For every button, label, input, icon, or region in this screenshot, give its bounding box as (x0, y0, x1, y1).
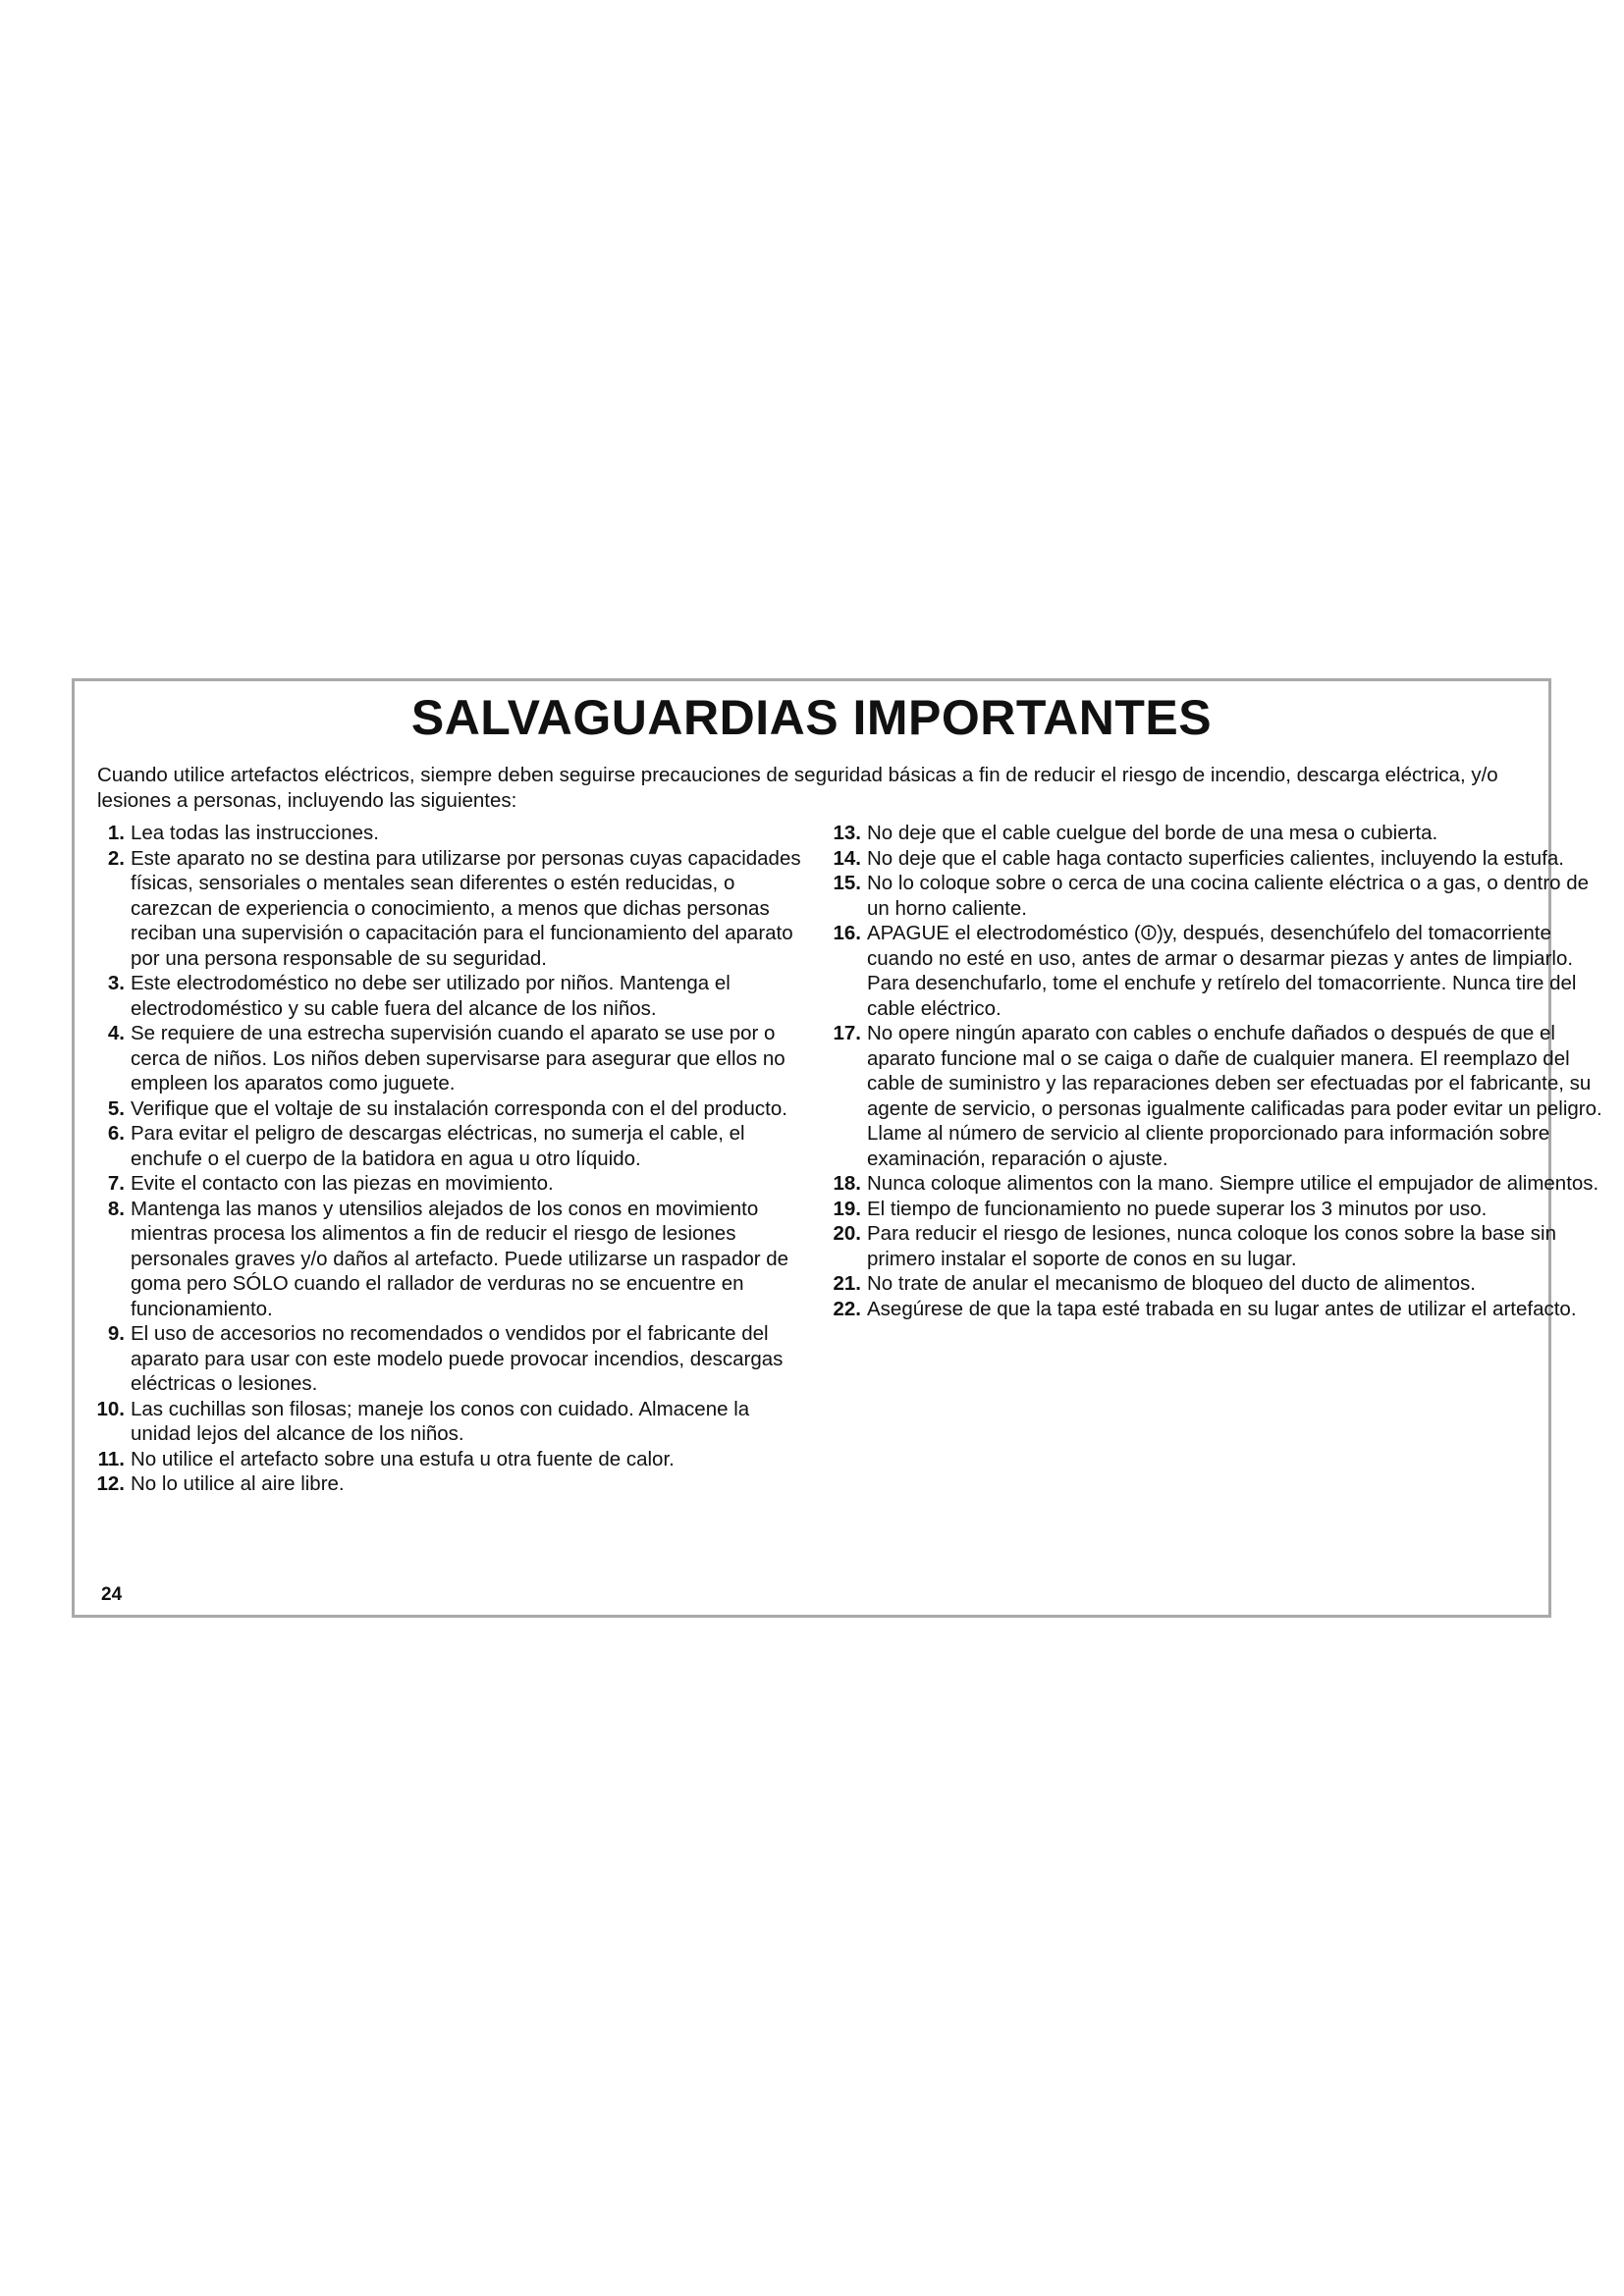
item-text: No deje que el cable cuelgue del borde de una mesa o cubierta. (867, 822, 1438, 844)
item-text: Asegúrese de que la tapa esté trabada en su lugar antes de utilizar el artefacto. (867, 1297, 1577, 1320)
list-item (91, 1121, 808, 1171)
intro-paragraph: Cuando utilice artefactos eléctricos, siempre deben seguirse precauciones de seguridad básicas a fin de reducir el riesgo de incendio, descarga eléctrica, y/o lesiones a personas, incluyendo las siguientes: (97, 764, 1498, 812)
list-item (91, 1021, 808, 1096)
item-number: 2. (107, 846, 125, 870)
item-number: 14. (833, 846, 861, 870)
list-item (828, 1221, 1613, 1271)
list-item (91, 1171, 808, 1197)
list-item (828, 1271, 1613, 1297)
list-item (91, 1447, 808, 1472)
list-item (91, 971, 808, 1021)
item-number: 19. (833, 1197, 861, 1220)
item-text: El uso de accesorios no recomendados o vendidos por el fabricante del aparato para usar con este modelo puede provocar incendios, descargas eléctricas o lesiones. (131, 1322, 784, 1395)
list-item (91, 846, 808, 972)
list-item (91, 1397, 808, 1447)
list-item (91, 1096, 808, 1122)
item-number: 1. (107, 822, 125, 844)
item-text: No utilice el artefacto sobre una estufa u otra fuente de calor. (131, 1447, 675, 1470)
item-text: Para reducir el riesgo de lesiones, nunca coloque los conos sobre la base sin primero instalar el soporte de conos en su lugar. (867, 1222, 1556, 1270)
item-number: 8. (107, 1197, 125, 1220)
item-text: Este aparato no se destina para utilizarse por personas cuyas capacidades físicas, sensoriales o mentales sean diferentes o estén reducidas, o carezcan de experiencia o conocimiento, a menos que dichas personas reciban una supervisión o capacitación para el funcionamiento del aparato por una persona responsable de su seguridad. (131, 846, 801, 970)
item-text: No lo utilice al aire libre. (131, 1472, 345, 1495)
item-text: No lo coloque sobre o cerca de una cocina caliente eléctrica o a gas, o dentro de un horno caliente. (867, 872, 1590, 920)
item-number: 3. (107, 972, 125, 994)
item-number: 21. (833, 1272, 861, 1295)
item-text: Lea todas las instrucciones. (131, 822, 379, 844)
item-text: APAGUE el electrodoméstico (⏼)y, después, desenchúfelo del tomacorriente cuando no esté en uso, antes de armar o desarmar piezas y antes de limpiarlo. Para desenchufarlo, tome el enchufe y retírelo del tomacorriente. Nunca tire del cable eléctrico. (867, 922, 1577, 1020)
item-text: No trate de anular el mecanismo de bloqueo del ducto de alimentos. (867, 1272, 1476, 1295)
list-item (828, 921, 1613, 1021)
list-item (91, 821, 808, 846)
list-item (828, 1021, 1613, 1171)
item-text: Evite el contacto con las piezas en movimiento. (131, 1172, 554, 1195)
item-number: 22. (833, 1297, 861, 1320)
item-number: 20. (833, 1222, 861, 1245)
item-number: 5. (107, 1096, 125, 1120)
safeguards-box (72, 678, 1602, 1618)
item-number: 16. (833, 922, 861, 944)
item-text: Mantenga las manos y utensilios alejados de los conos en movimiento mientras procesa los alimentos a fin de reducir el riesgo de lesiones personales graves y/o daños al artefacto. Puede utilizarse un raspador de goma pero SÓLO cuando el rallador de verduras no se encuentre en funcionamiento. (131, 1197, 789, 1320)
item-number: 13. (833, 822, 861, 844)
list-item (91, 1471, 808, 1497)
list-item (828, 821, 1613, 846)
list-item (91, 1321, 808, 1397)
item-text: Nunca coloque alimentos con la mano. Siempre utilice el empujador de alimentos. (867, 1172, 1599, 1195)
item-text: No deje que el cable haga contacto superficies calientes, incluyendo la estufa. (867, 846, 1564, 870)
safeguards-list-right (828, 821, 1613, 1321)
item-number: 11. (97, 1447, 125, 1470)
page-number: 24 (101, 1584, 123, 1605)
list-item (828, 846, 1613, 872)
list-item (91, 1197, 808, 1322)
item-number: 7. (107, 1172, 125, 1195)
list-item (828, 1197, 1613, 1222)
item-number: 18. (833, 1172, 861, 1195)
item-text: Las cuchillas son filosas; maneje los conos con cuidado. Almacene la unidad lejos del alcance de los niños. (131, 1397, 750, 1445)
item-text: Verifique que el voltaje de su instalación corresponda con el del producto. (131, 1096, 787, 1120)
page-title: SALVAGUARDIAS IMPORTANTES (410, 690, 1213, 745)
item-number: 15. (833, 872, 861, 894)
item-number: 9. (107, 1322, 125, 1345)
list-item (828, 871, 1613, 921)
item-text: Se requiere de una estrecha supervisión cuando el aparato se use por o cerca de niños. Los niños deben supervisarse para asegurar que ellos no empleen los aparatos como juguete. (131, 1022, 785, 1095)
safeguards-list-left (91, 821, 808, 1497)
item-number: 17. (833, 1022, 861, 1044)
item-number: 4. (107, 1022, 125, 1044)
item-text: El tiempo de funcionamiento no puede superar los 3 minutos por uso. (867, 1197, 1488, 1220)
item-number: 12. (96, 1472, 125, 1495)
item-text: No opere ningún aparato con cables o enchufe dañados o después de que el aparato funcione mal o se caiga o dañe de cualquier manera. El reemplazo del cable de suministro y las reparaciones deben ser efectuadas por el fabricante, su agente de servicio, o personas igualmente calificadas para poder evitar un peligro. Llame al número de servicio al cliente proporcionado para información sobre examinación, reparación o ajuste. (867, 1022, 1602, 1170)
item-text: Para evitar el peligro de descargas eléctricas, no sumerja el cable, el enchufe o el cuerpo de la batidora en agua u otro líquido. (131, 1122, 745, 1170)
list-item (828, 1297, 1613, 1322)
item-number: 10. (96, 1397, 125, 1420)
item-number: 6. (107, 1122, 125, 1145)
list-item (828, 1171, 1613, 1197)
item-text: Este electrodoméstico no debe ser utilizado por niños. Mantenga el electrodoméstico y su cable fuera del alcance de los niños. (131, 972, 731, 1020)
